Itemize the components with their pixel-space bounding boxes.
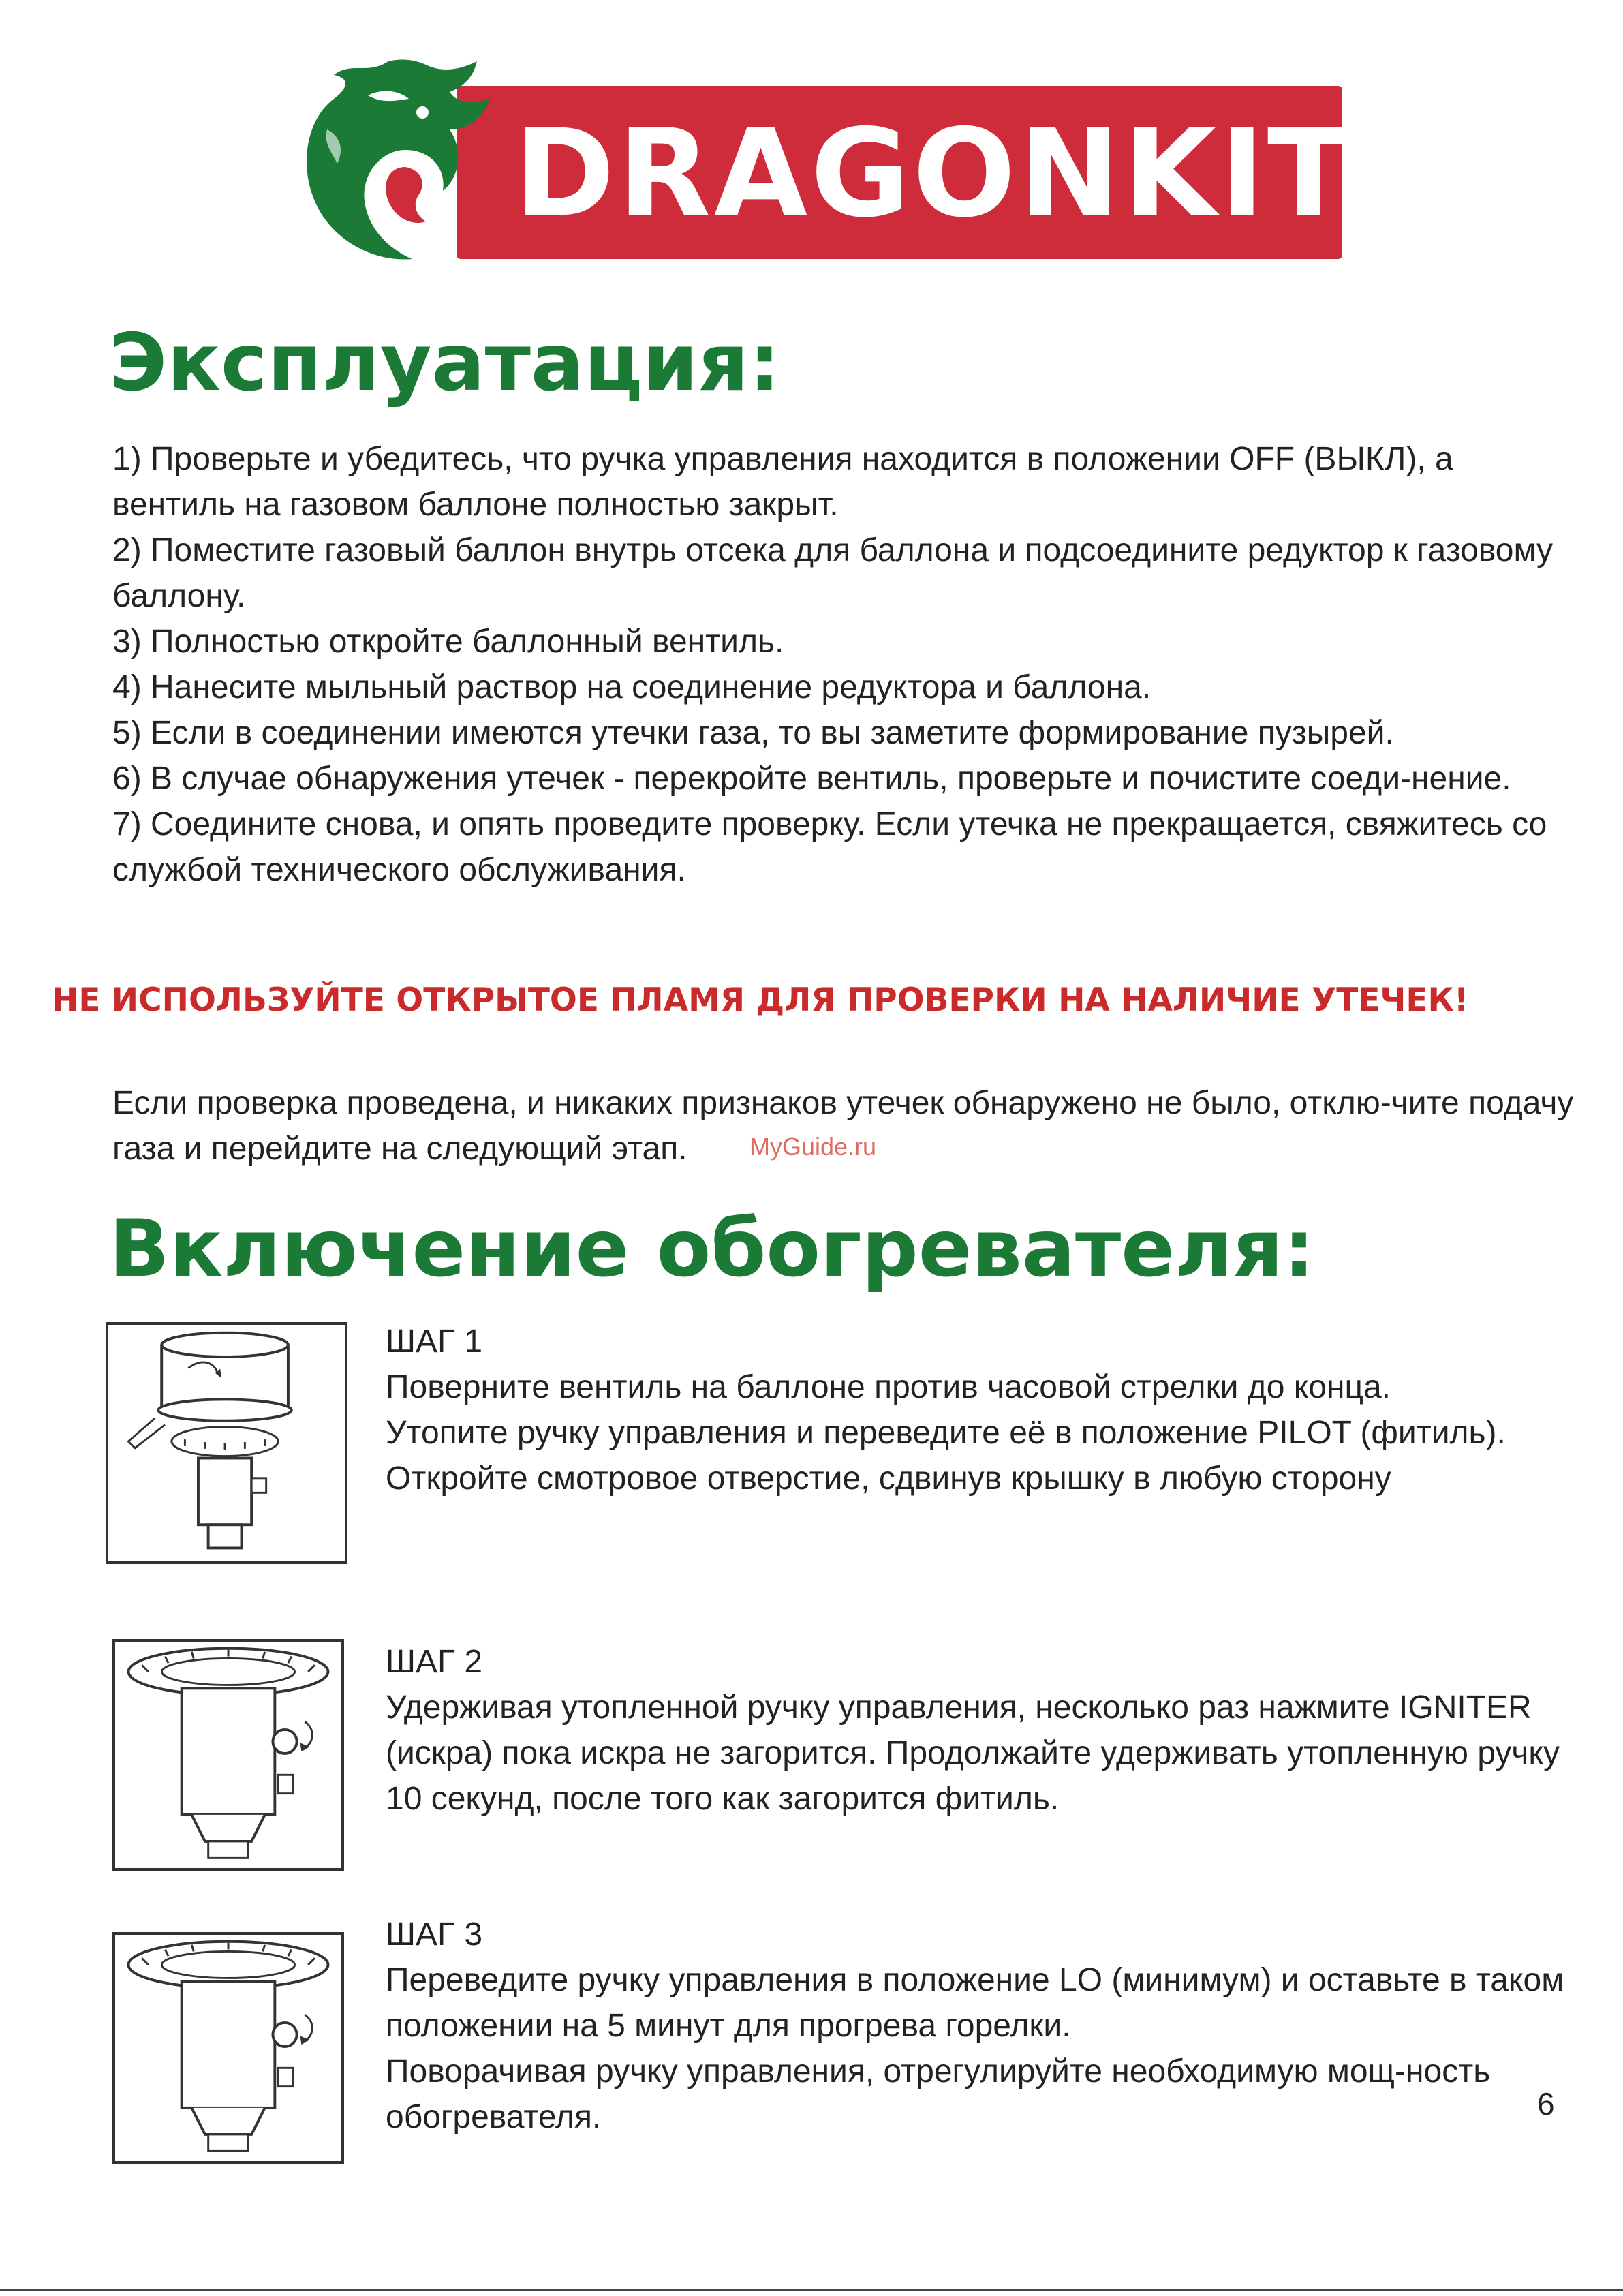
step-line: Утопите ручку управления и переведите её в положение PILOT (фитиль). bbox=[386, 1415, 1506, 1451]
step-line: Поверните вентиль на баллоне против часовой стрелки до конца. bbox=[386, 1369, 1391, 1405]
step-1-illustration bbox=[106, 1322, 347, 1564]
logo-text: DRAGONKIT bbox=[514, 103, 1353, 244]
step-line: Удерживая утопленной ручку управления, несколько раз нажмите IGNITER (искра) пока искра не загорится. Продолжайте удерживать утопленную ручку 10 секунд, после того как загорится фитиль. bbox=[386, 1689, 1560, 1817]
step-2-illustration bbox=[112, 1639, 344, 1871]
operation-item: 2) Поместите газовый баллон внутрь отсека для баллона и подсоедините редуктор к газовому баллону. bbox=[112, 532, 1554, 614]
brand-logo bbox=[286, 48, 1353, 273]
step-label: ШАГ 2 bbox=[386, 1644, 483, 1680]
warning-text: НЕ ИСПОЛЬЗУЙТЕ ОТКРЫТОЕ ПЛАМЯ ДЛЯ ПРОВЕРКИ НА НАЛИЧИЕ УТЕЧЕК! bbox=[52, 981, 1469, 1019]
step-line: Откройте смотровое отверстие, сдвинув крышку в любую сторону bbox=[386, 1460, 1391, 1497]
operation-item: 1) Проверьте и убедитесь, что ручка управления находится в положении OFF (ВЫКЛ), а вентиль на газовом баллоне полностью закрыт. bbox=[112, 441, 1453, 523]
heater-icon bbox=[108, 1325, 345, 1561]
operation-instructions bbox=[112, 436, 1577, 893]
step-line: Поворачивая ручку управления, отрегулируйте необходимую мощ-ность обогревателя. bbox=[386, 2053, 1491, 2135]
step-line: Переведите ручку управления в положение LO (минимум) и оставьте в таком положении на 5 минут для прогрева горелки. bbox=[386, 1962, 1564, 2044]
operation-item: 7) Соедините снова, и опять проведите проверку. Если утечка не прекращается, свяжитесь со службой технического обслуживания. bbox=[112, 806, 1547, 888]
step-1-text bbox=[386, 1319, 1585, 1501]
step-3-text bbox=[386, 1912, 1585, 2140]
after-check-paragraph: Если проверка проведена, и никаких признаков утечек обнаружено не было, отклю-чите подачу газа и перейдите на следующий этап. bbox=[112, 1085, 1574, 1167]
ignition-title: Включение обогревателя: bbox=[109, 1203, 1315, 1295]
operation-item: 5) Если в соединении имеются утечки газа, то вы заметите формирование пузырей. bbox=[112, 715, 1394, 751]
burner-icon bbox=[115, 1935, 341, 2161]
watermark: MyGuide.ru bbox=[749, 1133, 877, 1161]
operation-item: 4) Нанесите мыльный раствор на соединение редуктора и баллона. bbox=[112, 669, 1151, 705]
step-label: ШАГ 1 bbox=[386, 1323, 483, 1360]
page-bottom-divider bbox=[0, 2289, 1623, 2291]
operation-item: 6) В случае обнаружения утечек - перекройте вентиль, проверьте и почистите соеди-нение. bbox=[112, 761, 1511, 797]
dragon-icon bbox=[286, 48, 497, 273]
burner-icon bbox=[115, 1642, 341, 1868]
page-number: 6 bbox=[1537, 2086, 1555, 2122]
step-2-text bbox=[386, 1639, 1585, 1822]
step-3-illustration bbox=[112, 1932, 344, 2164]
operation-item: 3) Полностью откройте баллонный вентиль. bbox=[112, 624, 784, 660]
operation-title: Эксплуатация: bbox=[109, 317, 781, 409]
step-label: ШАГ 3 bbox=[386, 1916, 483, 1953]
